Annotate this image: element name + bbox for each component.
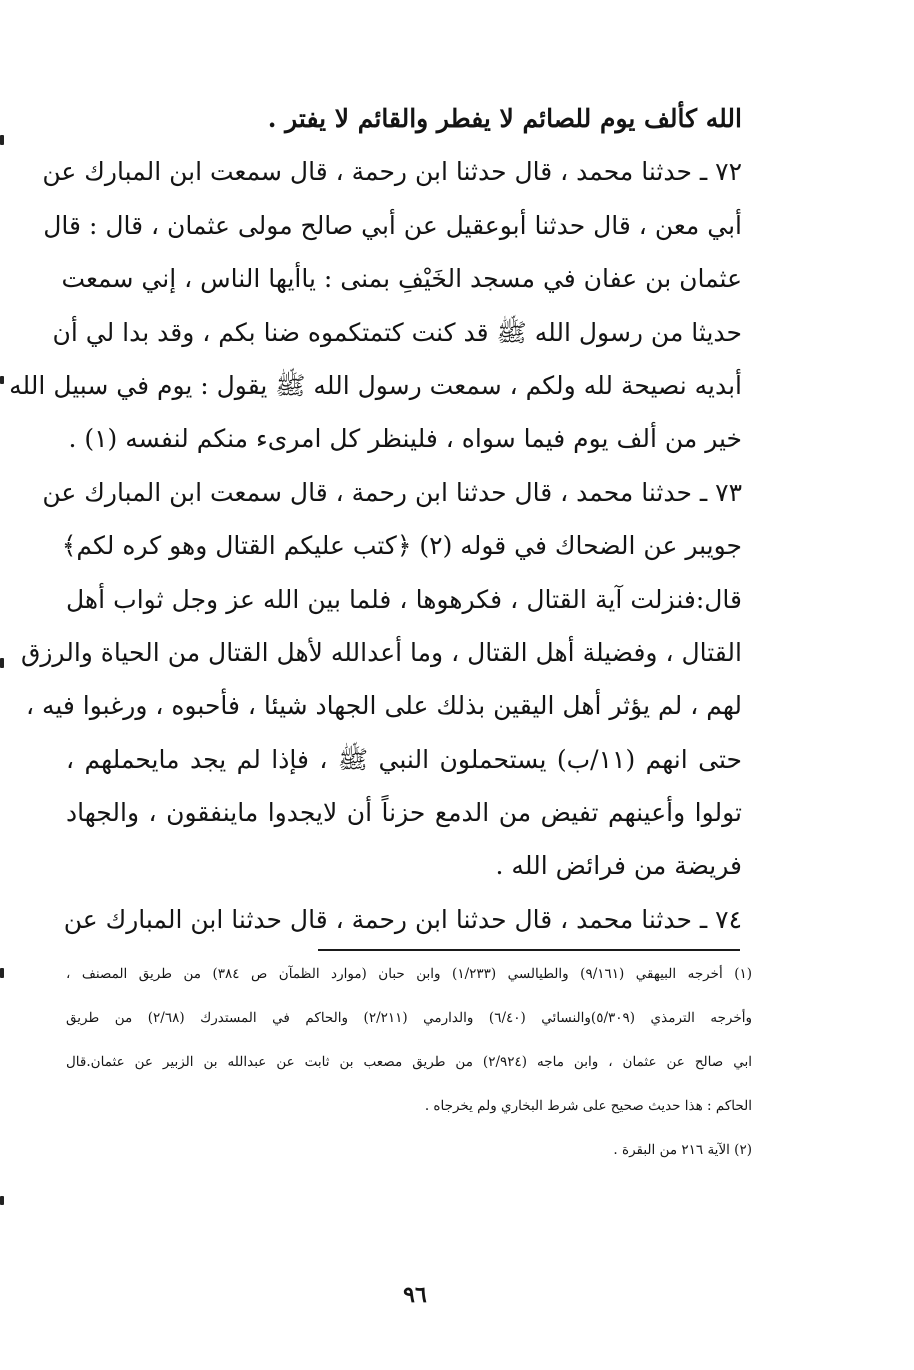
text-line-2: ٧٢ ـ حدثنا محمد ، قال حدثنا ابن رحمة ، قال سمعت ابن المبارك عن	[42, 157, 742, 187]
text-line-3: أبي معن ، قال حدثنا أبوعقيل عن أبي صالح مولى عثمان ، قال : قال	[43, 210, 742, 240]
text-line-16: ٧٤ ـ حدثنا محمد ، قال حدثنا ابن رحمة ، قال حدثنا ابن المبارك عن	[63, 904, 742, 934]
footnote-divider	[318, 949, 740, 951]
footnote-line-4: الحاكم : هذا حديث صحيح على شرط البخاري ولم يخرجاه .	[424, 1098, 752, 1114]
scan-edge-mark	[0, 968, 4, 978]
footnote-line-3: ابي صالح عن عثمان ، وابن ماجه (٢/٩٢٤) من طريق مصعب بن ثابت عن عبدالله بن الزبير عن عثمان.قال	[66, 1054, 752, 1070]
text-line-11: القتال ، وفضيلة أهل القتال ، وما أعدالله لأهل القتال من الحياة والرزق	[20, 637, 742, 667]
text-line-4: عثمان بن عفان في مسجد الخَيْفِ بمنى : ياأيها الناس ، إني سمعت	[61, 264, 742, 294]
footnote-line-1: (١) أخرجه البيهقي (٩/١٦١) والطيالسي (١/٢٣٣) وابن حبان (موارد الظمآن ص ٣٨٤) من طريق المصنف ،	[66, 966, 753, 982]
text-line-15: فريضة من فرائض الله .	[495, 851, 742, 881]
scan-edge-mark	[0, 135, 4, 145]
main-text	[9, 92, 742, 946]
text-line-5: حديثا من رسول الله ﷺ قد كنت كتمتكموه ضنا بكم ، وقد بدا لي أن	[52, 317, 742, 347]
page-number: ٩٦	[403, 1282, 427, 1308]
text-line-8: ٧٣ ـ حدثنا محمد ، قال حدثنا ابن رحمة ، قال سمعت ابن المبارك عن	[42, 477, 742, 507]
footnote-line-5: (٢) الآية ٢١٦ من البقرة .	[613, 1142, 752, 1158]
text-line-1: الله كألف يوم للصائم لا يفطر والقائم لا يفتر .	[267, 104, 742, 133]
text-line-7: خير من ألف يوم فيما سواه ، فلينظر كل امرىء منكم لنفسه (١) .	[68, 424, 742, 454]
text-line-9: جويبر عن الضحاك في قوله (٢) ﴿كتب عليكم القتال وهو كره لكم﴾	[61, 531, 742, 561]
text-line-13: حتى انهم (١١/ب) يستحملون النبي ﷺ ، فإذا لم يجد مايحملهم ،	[66, 744, 742, 774]
scan-edge-mark	[0, 376, 4, 384]
text-line-6: أبديه نصيحة لله ولكم ، سمعت رسول الله ﷺ يقول : يوم في سبيل الله	[9, 370, 742, 400]
footnotes	[66, 954, 752, 1174]
text-line-14: تولوا وأعينهم تفيض من الدمع حزناً أن لايجدوا ماينفقون ، والجهاد	[66, 798, 742, 828]
scan-edge-mark	[0, 1196, 4, 1205]
scan-edge-mark	[0, 658, 4, 668]
text-line-12: لهم ، لم يؤثر أهل اليقين بذلك على الجهاد شيئا ، فأحبوه ، ورغبوا فيه ،	[25, 691, 742, 721]
footnote-line-2: وأخرجه الترمذي (٥/٣٠٩)والنسائي (٦/٤٠) والدارمي (٢/٢١١) والحاكم في المستدرك (٢/٦٨) من طريق	[66, 1010, 752, 1026]
text-line-10: قال:فنزلت آية القتال ، فكرهوها ، فلما بين الله عز وجل ثواب أهل	[66, 584, 742, 614]
